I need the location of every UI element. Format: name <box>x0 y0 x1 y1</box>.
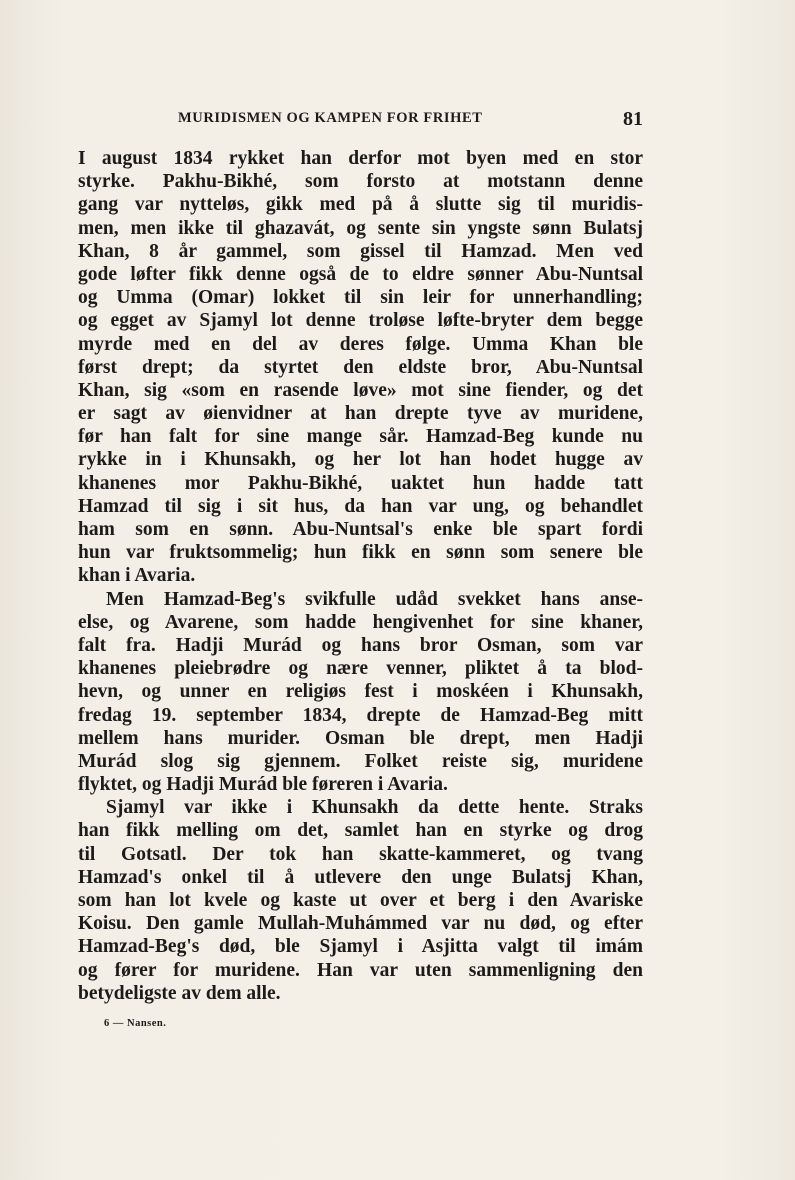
text-line: og fører for muridene. Han var uten sammenligning den <box>78 959 643 981</box>
text-line: Murád slog sig gjennem. Folket reiste sig, muridene <box>78 750 643 772</box>
text-line: hun var fruktsommelig; hun fikk en sønn som senere ble <box>78 542 643 564</box>
page-header <box>78 108 643 132</box>
text-line: til Gotsatl. Der tok han skatte-kammeret, og tvang <box>78 843 643 865</box>
text-line: fredag 19. september 1834, drepte de Hamzad-Beg mitt <box>78 704 643 726</box>
text-line: han fikk melling om det, samlet han en styrke og drog <box>78 820 643 842</box>
text-line: som han lot kvele og kaste ut over et berg i den Avariske <box>78 890 643 911</box>
text-line: Khan, 8 år gammel, som gissel til Hamzad. Men ved <box>78 240 643 262</box>
text-line: myrde med en del av deres følge. Umma Khan ble <box>78 333 643 355</box>
paragraph <box>78 588 643 797</box>
text-line: men, men ikke til ghazavát, og sente sin yngste sønn Bulatsj <box>78 217 643 239</box>
running-head: MURIDISMEN OG KAMPEN FOR FRIHET <box>178 110 483 126</box>
text-line: khanenes pleiebrødre og nære venner, pliktet å ta blod- <box>78 658 643 680</box>
text-line: Koisu. Den gamle Mullah-Muhámmed var nu død, og efter <box>78 913 643 935</box>
text-line: mellem hans murider. Osman ble drept, men Hadji <box>78 727 643 749</box>
text-line: else, og Avarene, som hadde hengivenhet for sine khaner, <box>78 611 643 633</box>
signature-mark: 6 — Nansen. <box>104 1018 167 1029</box>
text-line: Khan, sig «som en rasende løve» mot sine fiender, og det <box>78 379 643 401</box>
page-number: 81 <box>623 108 643 130</box>
text-line: Hamzad-Beg's død, ble Sjamyl i Asjitta valgt til imám <box>78 936 643 958</box>
text-line: Sjamyl var ikke i Khunsakh da dette hente. Straks <box>106 797 643 819</box>
text-line: er sagt av øienvidner at han drepte tyve av muridene, <box>78 403 643 425</box>
text-line: hevn, og unner en religiøs fest i moskéen i Khunsakh, <box>78 681 643 703</box>
text-line: ham som en sønn. Abu-Nuntsal's enke ble spart fordi <box>78 519 643 540</box>
text-line: khan i Avaria. <box>78 565 196 587</box>
paragraph <box>78 796 643 1005</box>
text-line: før han falt for sine mange sår. Hamzad-Beg kunde nu <box>78 426 643 448</box>
body-text <box>78 147 643 1005</box>
text-line: og Umma (Omar) lokket til sin leir for unnerhandling; <box>78 287 643 309</box>
text-line: Hamzad til sig i sit hus, da han var ung, og behandlet <box>78 495 643 517</box>
text-line: og egget av Sjamyl lot denne troløse løfte-bryter dem begge <box>78 310 643 332</box>
text-line: I august 1834 rykket han derfor mot byen med en stor <box>78 148 643 169</box>
text-line: rykke in i Khunsakh, og her lot han hodet hugge av <box>78 449 643 471</box>
paragraph <box>78 147 643 588</box>
text-line: gode løfter fikk denne også de to eldre sønner Abu-Nuntsal <box>78 263 643 285</box>
text-line: betydeligste av dem alle. <box>78 982 281 1004</box>
text-line: Hamzad's onkel til å utlevere den unge Bulatsj Khan, <box>78 866 643 888</box>
text-line: khanenes mor Pakhu-Bikhé, uaktet hun hadde tatt <box>78 472 643 494</box>
text-line: gang var nytteløs, gikk med på å slutte sig til muridis- <box>78 194 643 216</box>
text-line: først drept; da styrtet den eldste bror, Abu-Nuntsal <box>78 356 643 378</box>
text-line: falt fra. Hadji Murád og hans bror Osman, som var <box>78 634 643 656</box>
text-line: styrke. Pakhu-Bikhé, som forsto at motstann denne <box>78 171 643 193</box>
text-line: Men Hamzad-Beg's svikfulle udåd svekket hans anse- <box>106 588 643 610</box>
text-line: flyktet, og Hadji Murád ble føreren i Avaria. <box>78 774 448 796</box>
